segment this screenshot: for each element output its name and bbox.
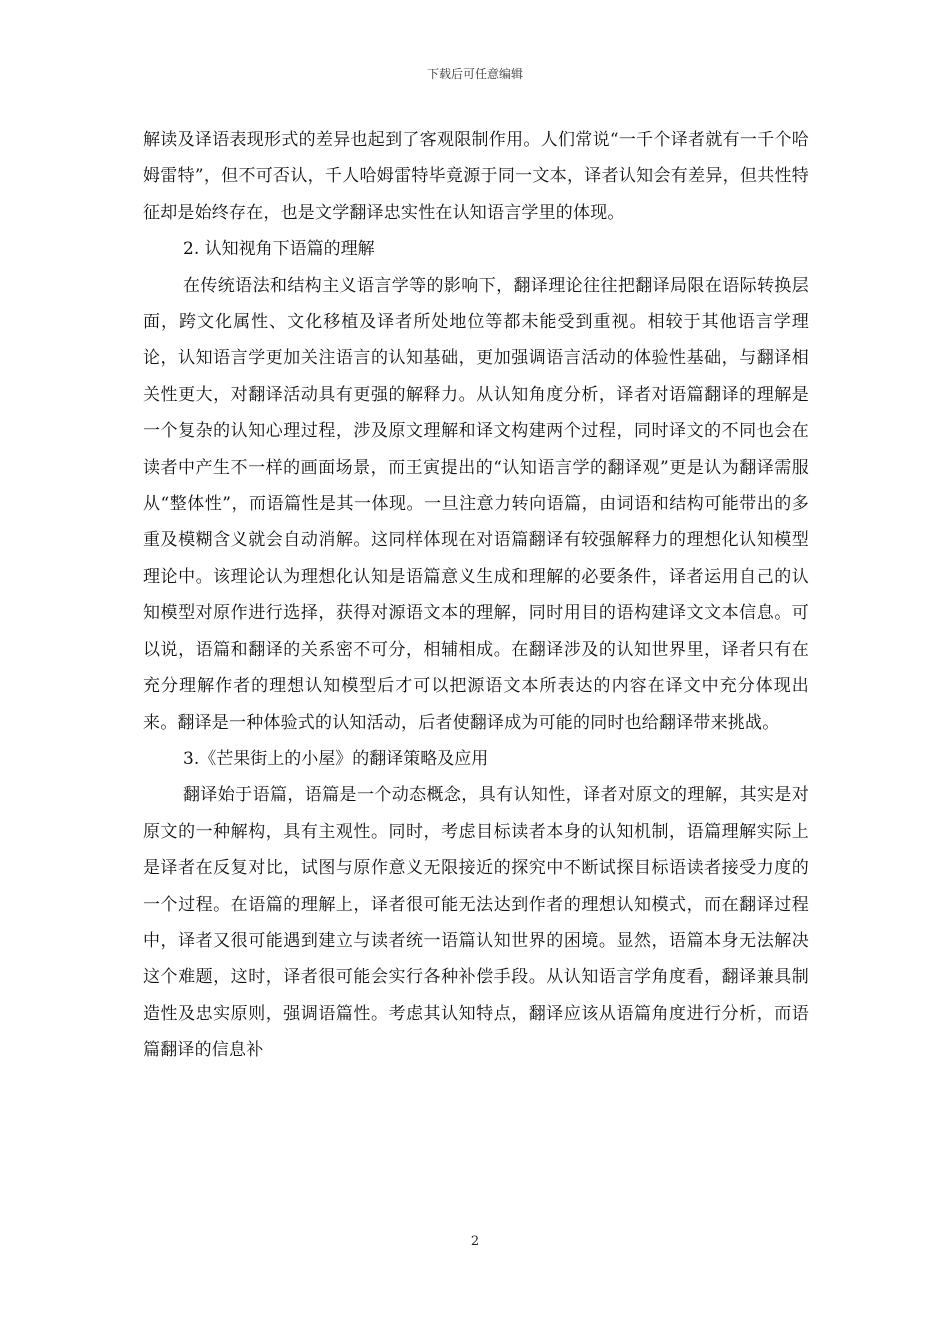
document-body — [143, 122, 809, 1069]
section-heading-2: 2. 认知视角下语篇的理解 — [183, 239, 375, 260]
section-heading-3: 3.《芒果街上的小屋》的翻译策略及应用 — [183, 748, 489, 769]
paragraph-section-3: 翻译始于语篇，语篇是一个动态概念，具有认知性，译者对原文的理解，其实是对原文的一种解构，具有主观性。同时，考虑目标读者本身的认知机制，语篇理解实际上是译者在反复对比，试图与原作意义无限接近的探究中不断试探目标语读者接受力度的一个过程。在语篇的理解上，译者很可能无法达到作者的理想认知模式，而在翻译过程中，译者又很可能遇到建立与读者统一语篇认知世界的困境。显然，语篇本身无法解决这个难题，这时，译者很可能会实行各种补偿手段。从认知语言学角度看，翻译兼具制造性及忠实原则，强调语篇性。考虑其认知特点，翻译应该从语篇角度进行分析，而语篇翻译的信息补 — [143, 785, 809, 1061]
page-header: 下载后可任意编辑 — [426, 67, 523, 81]
page-number: 2 — [470, 1234, 480, 1249]
paragraph-section-2: 在传统语法和结构主义语言学等的影响下，翻译理论往往把翻译局限在语际转换层面，跨文化属性、文化移植及译者所处地位等都未能受到重视。相较于其他语言学理论，认知语言学更加关注语言的认知基础，更加强调语言活动的体验性基础，与翻译相关性更大，对翻译活动具有更强的解释力。从认知角度分析，译者对语篇翻译的理解是一个复杂的认知心理过程，涉及原文理解和译文构建两个过程，同时译文的不同也会在读者中产生不一样的画面场景，而王寅提出的“认知语言学的翻译观”更是认为翻译需服从“整体性”，而语篇性是其一体现。一旦注意力转向语篇，由词语和结构可能带出的多重及模糊含义就会自动消解。这同样体现在对语篇翻译有较强解释力的理想化认知模型理论中。该理论认为理想化认知是语篇意义生成和理解的必要条件，译者运用自己的认知模型对原作进行选择，获得对源语文本的理解，同时用目的语构建译文文本信息。可以说，语篇和翻译的关系密不可分，相辅相成。在翻译涉及的认知世界里，译者只有在充分理解作者的理想认知模型后才可以把源语文本所表达的内容在译文中充分体现出来。翻译是一种体验式的认知活动，后者使翻译成为可能的同时也给翻译带来挑战。 — [143, 275, 809, 733]
paragraph-continuation: 解读及译语表现形式的差异也起到了客观限制作用。人们常说“一千个译者就有一千个哈姆雷特”，但不可否认，千人哈姆雷特毕竟源于同一文本，译者认知会有差异，但共性特征却是始终存在，也是文学翻译忠实性在认知语言学里的体现。 — [143, 130, 809, 223]
